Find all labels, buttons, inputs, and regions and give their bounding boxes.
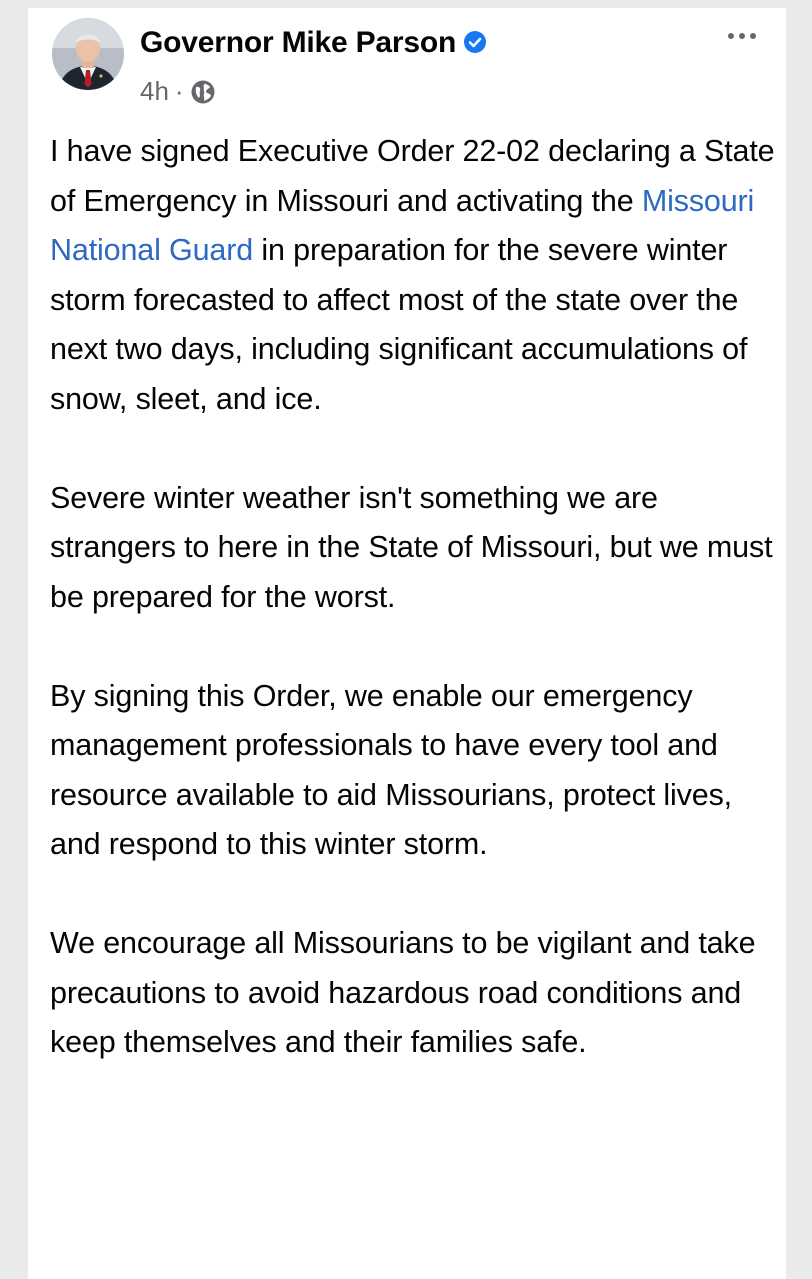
post-meta: [140, 76, 216, 107]
post-paragraph-4: We encourage all Missourians to be vigilant and take precautions to avoid hazardous road conditions and keep themselves and their families safe.: [50, 926, 756, 1059]
post-paragraph-1: [50, 127, 780, 424]
more-options-icon: [727, 32, 757, 40]
paragraph-1-text-before: I have signed Executive Order 22-02 declaring a State of Emergency in Missouri and activating the: [50, 134, 775, 218]
paragraph-1-text-after: in preparation for the severe winter storm forecasted to affect most of the state over the next two days, including significant accumulations of snow, sleet, and ice.: [50, 233, 748, 416]
portrait-avatar-icon: [52, 18, 124, 90]
post-card: [28, 8, 786, 1279]
author-avatar[interactable]: [52, 18, 124, 90]
meta-separator: ·: [174, 76, 184, 106]
post-body: [50, 127, 780, 1068]
mention-missouri-national-guard[interactable]: Missouri National Guard: [50, 183, 755, 267]
verified-badge-icon: [462, 29, 488, 55]
post-header: [28, 8, 786, 118]
post-paragraph-3: By signing this Order, we enable our emergency management professionals to have every tool and resource available to aid Missourians, protect lives, and respond to this winter storm.: [50, 678, 733, 861]
more-options-button[interactable]: [722, 24, 762, 48]
post-paragraph-2: Severe winter weather isn't something we are strangers to here in the State of Missouri, but we must be prepared for the worst.: [50, 480, 773, 614]
globe-icon[interactable]: [190, 79, 216, 105]
author-name[interactable]: [140, 26, 488, 60]
author-name-text[interactable]: Governor Mike Parson: [140, 26, 457, 59]
post-timestamp[interactable]: 4h: [140, 76, 169, 106]
